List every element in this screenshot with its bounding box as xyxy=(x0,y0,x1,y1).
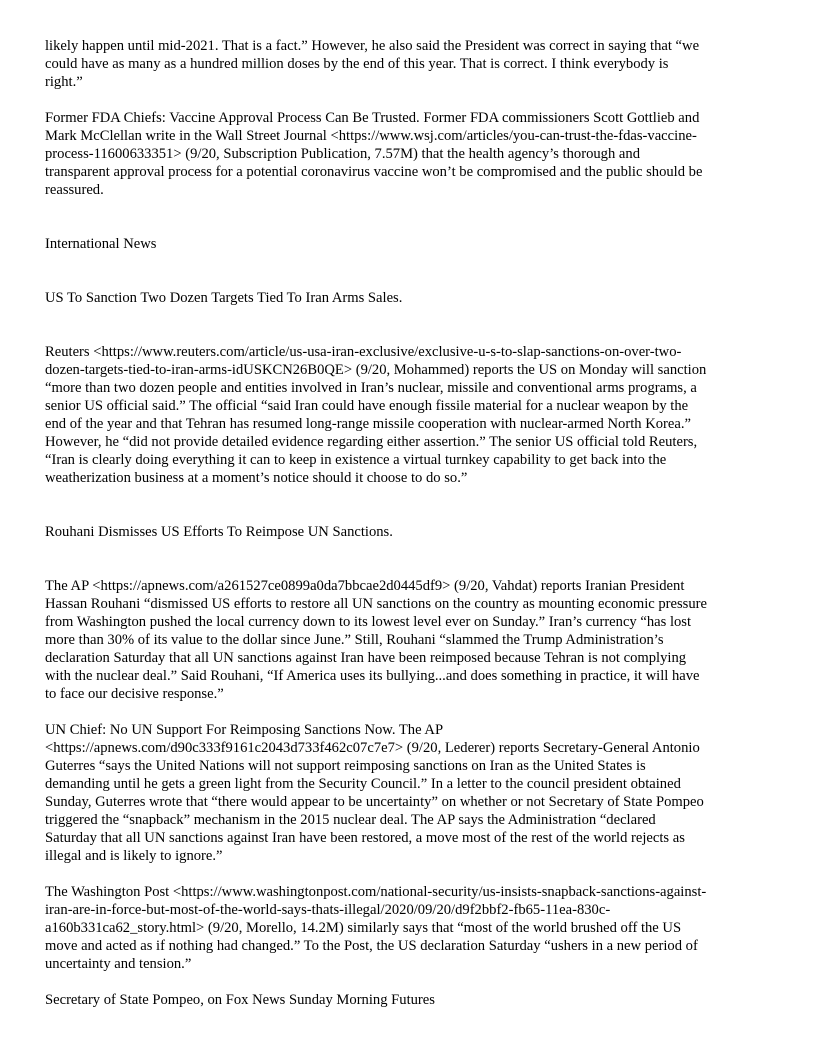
headline-rouhani xyxy=(45,523,773,541)
text-line: reassured. xyxy=(45,182,104,198)
paragraph-vaccine-continuation xyxy=(45,37,773,91)
text-line: likely happen until mid-2021. That is a fact.” However, he also said the President was correct in saying that “we xyxy=(45,38,700,54)
text-line: dozen-targets-tied-to-iran-arms-idUSKCN26B0QE> (9/20, Mohammed) reports the US on Monday will sanction xyxy=(45,362,707,378)
text-line: However, he “did not provide detailed evidence regarding either assertion.” The senior US official told Reuters, xyxy=(45,434,698,450)
text-line: right.” xyxy=(45,74,83,90)
text-line: Reuters <https://www.reuters.com/article/us-usa-iran-exclusive/exclusive-u-s-to-slap-sanctions-on-over-two- xyxy=(45,344,682,360)
text-line: Former FDA Chiefs: Vaccine Approval Process Can Be Trusted. Former FDA commissioners Scott Gottlieb and xyxy=(45,110,700,126)
text-line: a160b331ca62_story.html> (9/20, Morello, 14.2M) similarly says that “most of the world brushed off the US xyxy=(45,920,682,936)
text-line: Guterres “says the United Nations will not support reimposing sanctions on Iran as the United States is xyxy=(45,758,646,774)
text-line: Hassan Rouhani “dismissed US efforts to restore all UN sanctions on the country as mounting economic pressure xyxy=(45,596,707,612)
paragraph-un-chief xyxy=(45,721,773,865)
section-heading-international-news xyxy=(45,235,773,253)
text-line: from Washington pushed the local currency down to its lowest level ever on Sunday.” Iran’s currency “has lost xyxy=(45,614,692,630)
text-line: <https://apnews.com/d90c333f9161c2043d733f462c07c7e7> (9/20, Lederer) reports Secretary-General Antonio xyxy=(45,740,700,756)
text-line: declaration Saturday that all UN sanctions against Iran have been reimposed because Tehran is not complying xyxy=(45,650,687,666)
text-line: could have as many as a hundred million doses by the end of this year. That is correct. I think everybody is xyxy=(45,56,669,72)
text-line: weatherization business at a moment’s notice should it choose to do so.” xyxy=(45,470,468,486)
paragraph-pompeo-fox xyxy=(45,991,773,1009)
text-line: senior US official said.” The official “said Iran could have enough fissile material for a nuclear weapon by the xyxy=(45,398,689,414)
text-line: to face our decisive response.” xyxy=(45,686,224,702)
text-line: move and acted as if nothing had changed.” To the Post, the US declaration Saturday “ushers in a new period of xyxy=(45,938,698,954)
text-line: demanding until he gets a green light from the Security Council.” In a letter to the council president obtained xyxy=(45,776,681,792)
text-line: end of the year and that Tehran has resumed long-range missile cooperation with nuclear-armed North Korea.” xyxy=(45,416,691,432)
text-line: Mark McClellan write in the Wall Street Journal <https://www.wsj.com/articles/you-can-trust-the-fdas-vaccine- xyxy=(45,128,697,144)
headline-iran-sanctions xyxy=(45,289,773,307)
text-line: more than 30% of its value to the dollar since June.” Still, Rouhani “slammed the Trump Administration’s xyxy=(45,632,664,648)
text-line: The Washington Post <https://www.washingtonpost.com/national-security/us-insists-snapback-sanctions-against- xyxy=(45,884,707,900)
text-line: uncertainty and tension.” xyxy=(45,956,192,972)
paragraph-reuters-iran xyxy=(45,343,773,487)
text-line: Saturday that all UN sanctions against Iran have been restored, a move most of the rest of the world rejects as xyxy=(45,830,685,846)
text-line: “more than two dozen people and entities involved in Iran’s nuclear, missile and conventional arms programs, a xyxy=(45,380,697,396)
text-line: International News xyxy=(45,236,157,252)
paragraph-ap-rouhani xyxy=(45,577,773,703)
text-line: triggered the “snapback” mechanism in the 2015 nuclear deal. The AP says the Administration “declared xyxy=(45,812,656,828)
text-line: Secretary of State Pompeo, on Fox News Sunday Morning Futures xyxy=(45,992,435,1008)
text-line: US To Sanction Two Dozen Targets Tied To Iran Arms Sales. xyxy=(45,290,403,306)
text-line: UN Chief: No UN Support For Reimposing Sanctions Now. The AP xyxy=(45,722,444,738)
text-line: process-11600633351> (9/20, Subscription Publication, 7.57M) that the health agency’s thorough and xyxy=(45,146,640,162)
paragraph-fda-chiefs xyxy=(45,109,773,199)
text-line: Sunday, Guterres wrote that “there would appear to be uncertainty” on whether or not Secretary of State Pompeo xyxy=(45,794,704,810)
text-line: The AP <https://apnews.com/a261527ce0899a0da7bbcae2d0445df9> (9/20, Vahdat) reports Iranian President xyxy=(45,578,685,594)
paragraph-washington-post xyxy=(45,883,773,973)
text-line: Rouhani Dismisses US Efforts To Reimpose UN Sanctions. xyxy=(45,524,393,540)
text-line: transparent approval process for a potential coronavirus vaccine won’t be compromised and the public should be xyxy=(45,164,703,180)
text-line: with the nuclear deal.” Said Rouhani, “If America uses its bullying...and does something in practice, it will have xyxy=(45,668,700,684)
text-line: iran-are-in-force-but-most-of-the-world-says-thats-illegal/2020/09/20/d9f2bbf2-fb65-11ea-830c- xyxy=(45,902,611,918)
text-line: “Iran is clearly doing everything it can to keep in existence a virtual turnkey capability to get back into the xyxy=(45,452,667,468)
text-line: illegal and is likely to ignore.” xyxy=(45,848,223,864)
